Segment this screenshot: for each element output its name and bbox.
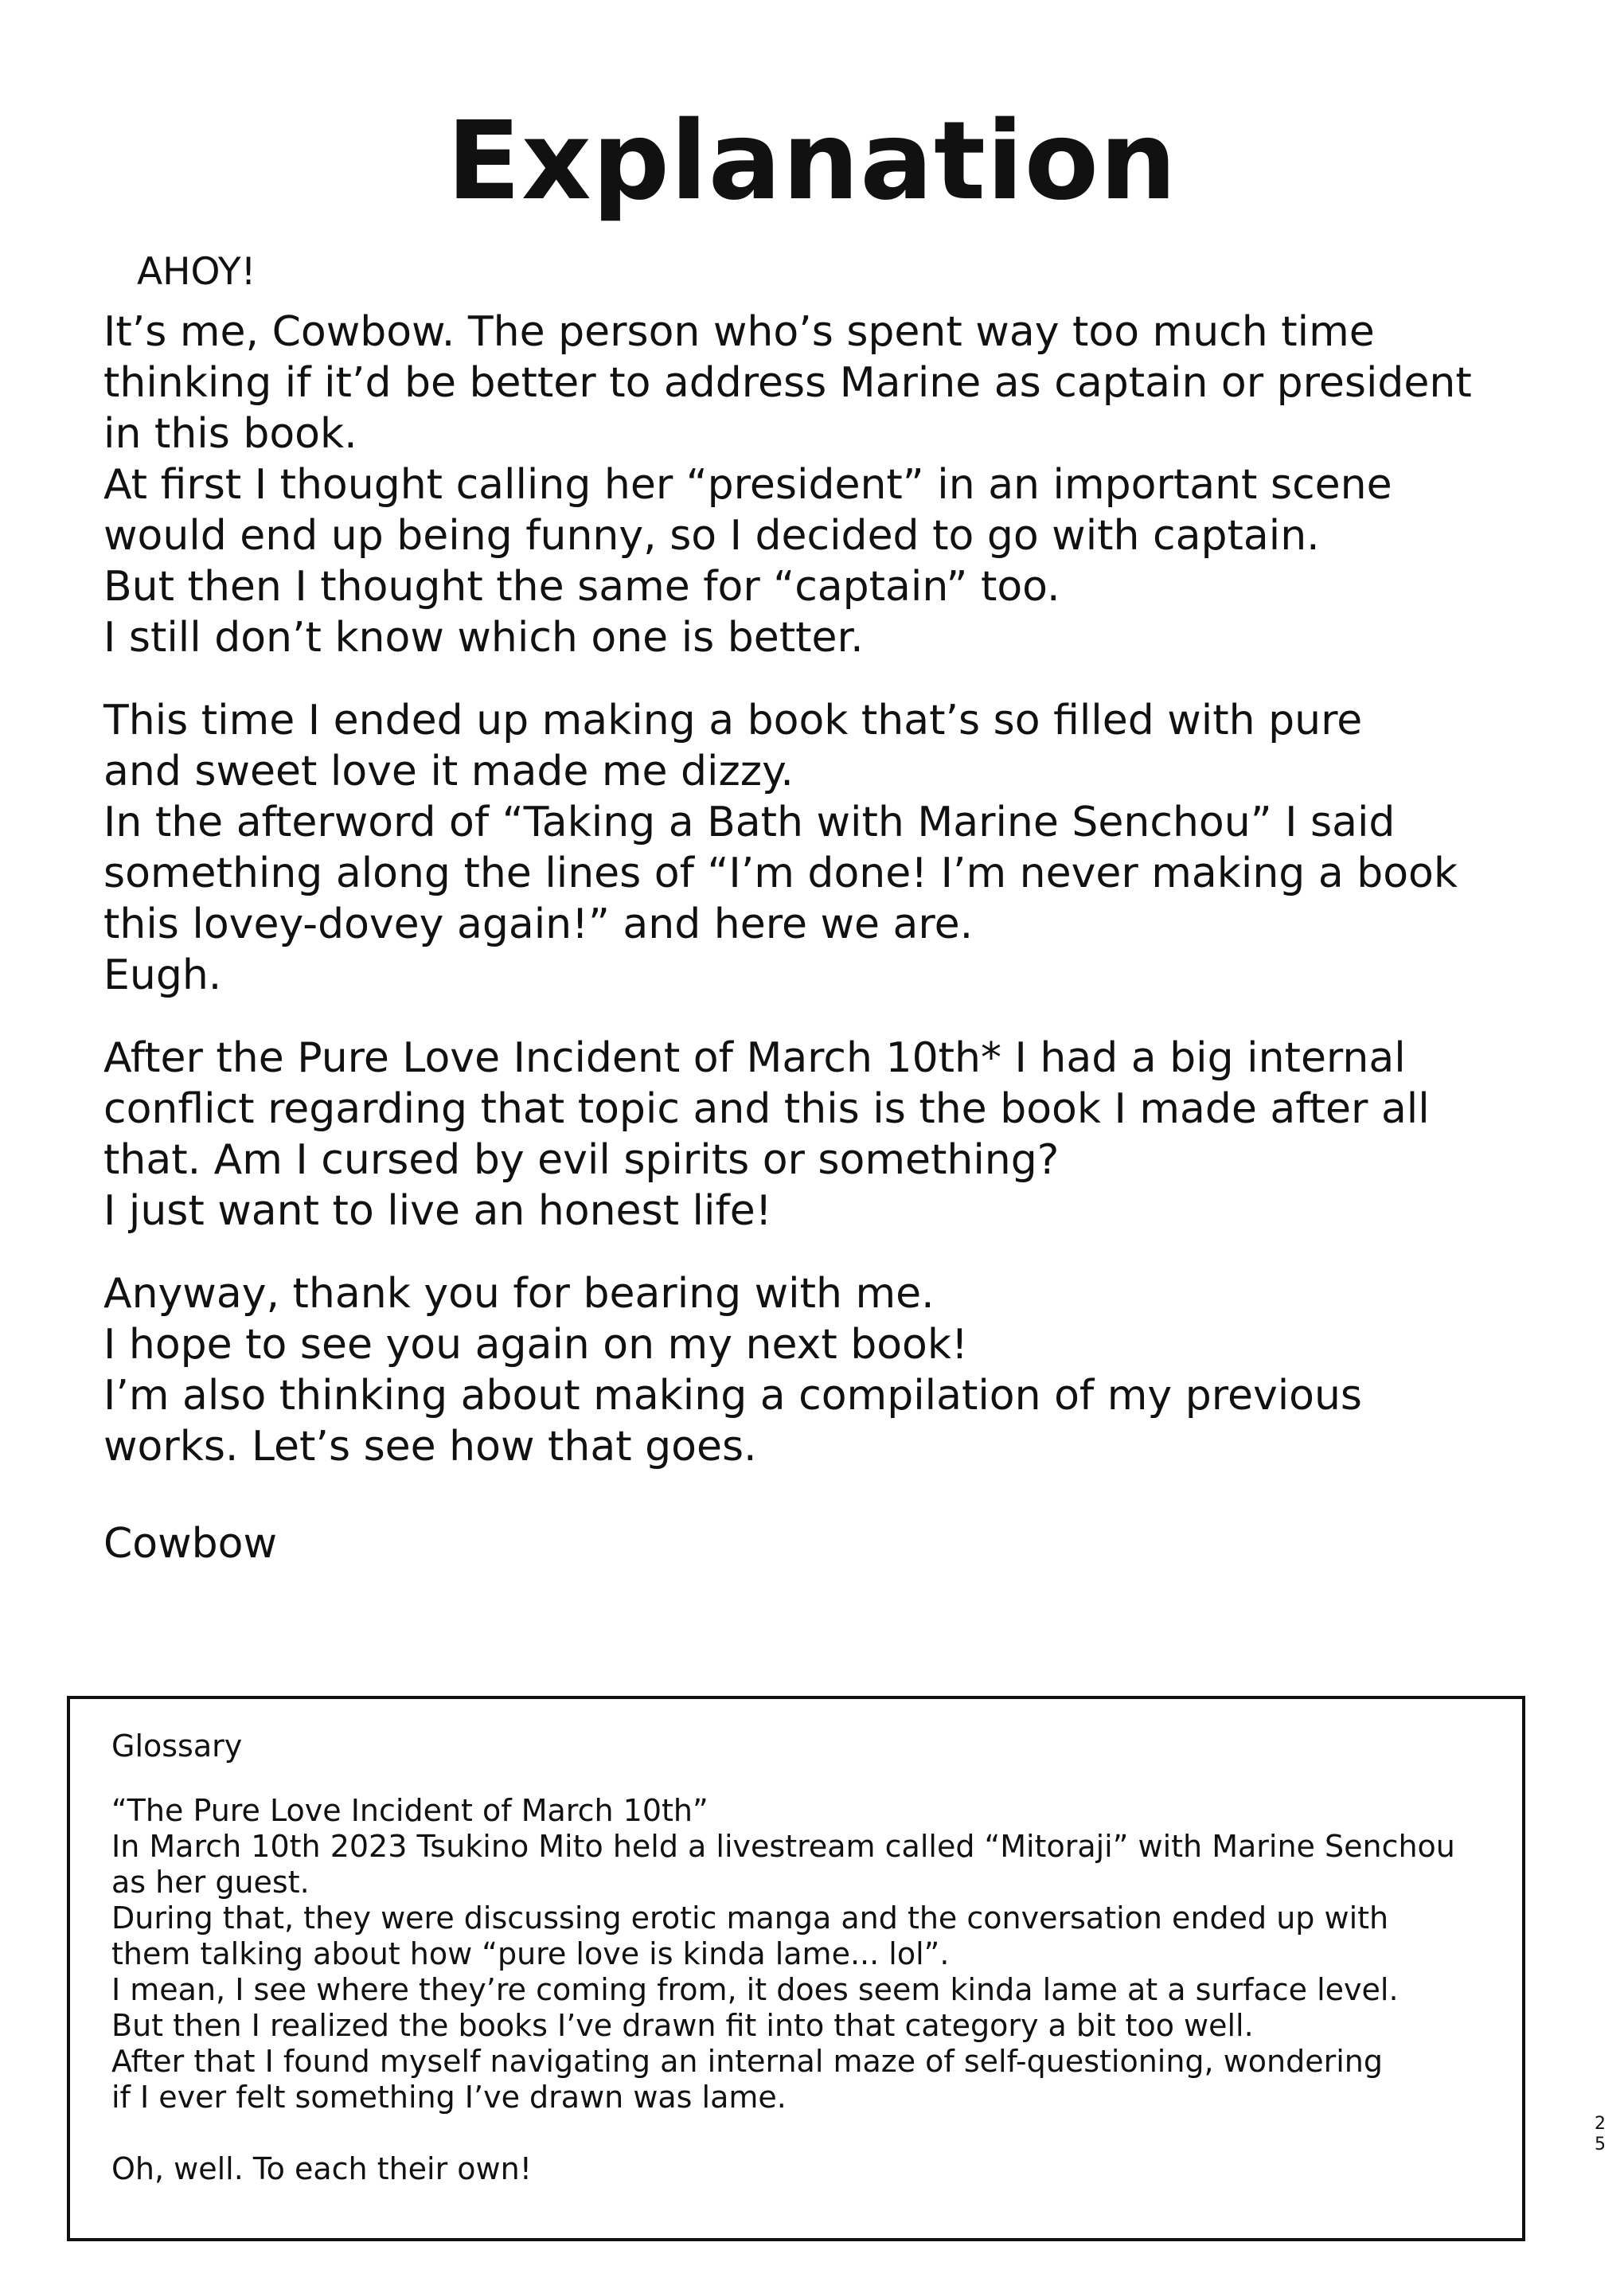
text-line: and sweet love it made me dizzy.: [103, 748, 794, 795]
glossary-line: During that, they were discussing erotic manga and the conversation ended up with: [111, 1900, 1389, 1936]
text-line: It’s me, Cowbow. The person who’s spent way too much time: [103, 308, 1375, 356]
glossary-line: But then I realized the books I’ve drawn fit into that category a bit too well.: [111, 2008, 1254, 2043]
paragraph-4: [103, 1268, 1560, 1472]
text-line: that. Am I cursed by evil spirits or something?: [103, 1136, 1060, 1184]
text-line: conflict regarding that topic and this is the book I made after all: [103, 1085, 1430, 1133]
glossary-title: Glossary: [111, 1729, 243, 1764]
glossary-text: [111, 1793, 1497, 2187]
text-line: something along the lines of “I’m done! I’m never making a book: [103, 850, 1458, 897]
text-line: Anyway, thank you for bearing with me.: [103, 1270, 935, 1318]
text-line: thinking if it’d be better to address Marine as captain or president: [103, 359, 1472, 407]
text-line: in this book.: [103, 410, 357, 458]
text-line: I still don’t know which one is better.: [103, 614, 864, 662]
text-line: But then I thought the same for “captain” too.: [103, 563, 1060, 611]
paragraph-1: [103, 307, 1560, 663]
afterword-body: [103, 307, 1560, 1569]
text-line: In the afterword of “Taking a Bath with Marine Senchou” I said: [103, 799, 1396, 846]
glossary-box: [67, 1696, 1525, 2241]
paragraph-2: [103, 695, 1560, 1001]
text-line: I just want to live an honest life!: [103, 1187, 772, 1235]
glossary-line: In March 10th 2023 Tsukino Mito held a livestream called “Mitoraji” with Marine Senchou: [111, 1829, 1455, 1864]
greeting: AHOY!: [137, 250, 256, 294]
page-number-digit: 2: [1595, 2114, 1606, 2134]
glossary-line: as her guest.: [111, 1865, 310, 1900]
text-line: At first I thought calling her “president” in an important scene: [103, 461, 1392, 509]
text-line: Eugh.: [103, 951, 222, 999]
text-line: This time I ended up making a book that’s so filled with pure: [103, 697, 1363, 744]
glossary-line: “The Pure Love Incident of March 10th”: [111, 1793, 709, 1828]
page-number-digit: 5: [1595, 2135, 1606, 2154]
glossary-closing: Oh, well. To each their own!: [111, 2151, 532, 2186]
glossary-line: if I ever felt something I’ve drawn was lame.: [111, 2080, 787, 2115]
page-title: Explanation: [447, 99, 1177, 225]
glossary-line: After that I found myself navigating an internal maze of self-questioning, wondering: [111, 2044, 1384, 2079]
page-number: [1592, 2114, 1608, 2155]
glossary-line: I mean, I see where they’re coming from, it does seem kinda lame at a surface level.: [111, 1972, 1399, 2007]
text-line: this lovey-dovey again!” and here we are.: [103, 900, 974, 948]
text-line: I’m also thinking about making a compilation of my previous: [103, 1372, 1363, 1420]
author-signature: Cowbow: [103, 1520, 278, 1568]
glossary-line: them talking about how “pure love is kinda lame... lol”.: [111, 1936, 950, 1971]
paragraph-3: [103, 1033, 1560, 1236]
text-line: works. Let’s see how that goes.: [103, 1423, 757, 1471]
text-line: After the Pure Love Incident of March 10th* I had a big internal: [103, 1034, 1406, 1082]
text-line: I hope to see you again on my next book!: [103, 1321, 968, 1369]
text-line: would end up being funny, so I decided to go with captain.: [103, 512, 1320, 560]
